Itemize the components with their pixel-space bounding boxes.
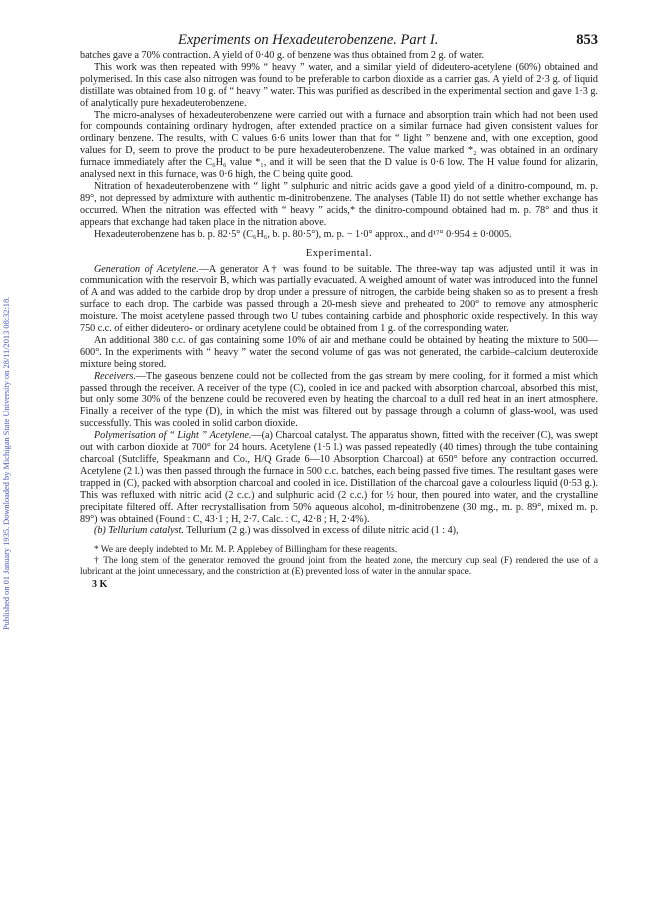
paragraph-body: Tellurium (2 g.) was dissolved in excess of dilute nitric acid (1 : 4), bbox=[183, 525, 459, 537]
footnote-generator: † The long stem of the generator removed the ground joint from the heated zone, the mercury cup seal (F) rendered the use of a lubricant at the joint unnecessary, and the constriction at (E) prevented loss of water in the annular space. bbox=[80, 555, 598, 577]
running-head bbox=[80, 32, 598, 50]
paragraph-properties: Hexadeuterobenzene has b. p. 82·5° (C₆H₆, b. p. 80·5°), m. p. − 1·0° approx., and d¹⁷° 0·954 ± 0·0005. bbox=[94, 228, 512, 240]
footnotes bbox=[80, 545, 598, 577]
page-number: 853 bbox=[576, 32, 598, 48]
running-title: Experiments on Hexadeuterobenzene. Part I. bbox=[178, 32, 439, 48]
signature-mark: 3 K bbox=[92, 579, 108, 591]
paragraph-lead: Polymerisation of “ Light ” Acetylene. bbox=[94, 430, 252, 442]
paragraph-body: —A generator A† was found to be suitable. The three-way tap was adjusted until it was in communication with the reservoir B, which was partially evacuated. A weighed amount of water was introduced into the funnel of A and was added to the carbide drop by drop under a pressure of nitrogen, the carbide being shaken so as to present a fresh surface to each drop. The carbide was passed through a 20-mesh sieve and preheated to 200° to remove any atmospheric moisture. The moist acetylene passed through two U tubes containing carbide and phosphoric oxide respectively. In this way 750 c.c. of either dideutero- or ordinary acetylene could be obtained from 1 g. of the corresponding water. bbox=[80, 263, 598, 335]
download-notice-text: Published on 01 January 1935. Downloaded by Michigan State University on 28/11/2013 08:32:18. bbox=[2, 296, 11, 630]
journal-page bbox=[80, 32, 598, 590]
paragraph-additional-gas bbox=[80, 335, 598, 371]
paragraph-lead: Generation of Acetylene. bbox=[94, 263, 199, 275]
paragraph-body: —The gaseous benzene could not be collected from the gas stream by mere cooling, for it formed a mist which passed through the receiver. A receiver of the type (C), cooled in ice and packed with absorption charcoal, absorbed this mist, but only some 30% of the benzene could be recovered even by heating the charcoal to a dull red heat in an inert atmosphere. Finally a receiver of the type (D), in which the mist was filtered out by passage through a column of glass-wool, was used successfully. This was cooled in solid carbon dioxide. bbox=[80, 370, 598, 430]
paragraph-body: —(a) Charcoal catalyst. The apparatus shown, fitted with the receiver (C), was swept out with carbon dioxide at 700° for 24 hours. Acetylene (1·5 l.) was passed repeatedly (40 times) through the tube containing charcoal (Sutcliffe, Speakmann and Co., H/Q Grade 6—10 Absorption Charcoal) at 650° before any contraction occurred. Acetylene (2 l.) was then passed through the furnace in 500 c.c. batches, each being passed five times. The resultant gases were trapped in (C), packed with absorption charcoal and cooled in ice. Distillation of the charcoal gave a colourless liquid (0·53 g.). This was refluxed with nitric acid (2 c.c.) and sulphuric acid (2 c.c.) for ½ hour, then poured into water, and the crystalline precipitate filtered off. After recrystallisation from 50% aqueous alcohol, m-dinitrobenzene (30 mg., m. p. 89°, mixed m. p. 89°) was obtained (Found : C, 43·1 ; H, 2·7. Calc. : C, 42·8 ; H, 2·4%). bbox=[80, 430, 598, 525]
section-heading-experimental: Experimental. bbox=[305, 247, 373, 259]
paragraph-micro-analyses: The micro-analyses of hexadeuterobenzene were carried out with a furnace and absorption train which had not been used for compounds containing ordinary hydrogen, after extended practice on a similar furnace had given consistent values for ordinary benzene. The results, with C values 6·6 units lower than that for “ light ” benzene and, with one exception, good values for D, seem to prove the product to be pure hexadeuterobenzene. The value marked *₂ was obtained in an ordinary furnace immediately after the C₆H₆ value *₁, and it will be seen that the D value is 0·6 low. The H value found for alizarin, analysed next in this furnace, was 0·6 high, the C being quite good. bbox=[80, 109, 598, 181]
paragraph-body: An additional 380 c.c. of gas containing some 10% of air and methane could be obtained by heating the mixture to 500—600°. In the experiments with “ heavy ” water the second volume of gas was not generated, the carbide–calcium deuteroxide mixture being stored. bbox=[80, 334, 598, 370]
footnote-reagents: * We are deeply indebted to Mr. M. P. Applebey of Billingham for these reagents. bbox=[94, 545, 398, 556]
paragraph-polymerisation bbox=[80, 430, 598, 525]
paragraph-lead: Receivers. bbox=[94, 370, 136, 382]
paragraph-continued: batches gave a 70% contraction. A yield of 0·40 g. of benzene was thus obtained from 2 g. of water. bbox=[80, 50, 485, 61]
paragraph-nitration: Nitration of hexadeuterobenzene with “ light ” sulphuric and nitric acids gave a good yield of a dinitro-compound, m. p. 89°, not depressed by admixture with authentic m-dinitrobenzene. The analyses (Table II) do not settle whether exchange has occurred. When the nitration was effected with “ heavy ” acids,* the dinitro-compound obtained had m. p. 78° and thus it appears that exchange had taken place in the nitration above. bbox=[80, 180, 598, 228]
paragraph-lead: (b) Tellurium catalyst. bbox=[94, 525, 184, 537]
paragraph-heavy-water: This work was then repeated with 99% “ heavy ” water, and a similar yield of dideutero-acetylene (60%) obtained and polymerised. In this case also nitrogen was found to be preferable to carbon dioxide as a carrier gas. A yield of 2·3 g. of liquid distillate was obtained from 10 g. of “ heavy ” water. This was purified as described in the experimental section and gave 1·3 g. of analytically pure hexadeuterobenzene. bbox=[80, 61, 598, 109]
download-notice bbox=[2, 160, 16, 630]
paragraph-receivers bbox=[80, 371, 598, 431]
paragraph-generation bbox=[80, 264, 598, 335]
paragraph-tellurium bbox=[80, 525, 598, 537]
